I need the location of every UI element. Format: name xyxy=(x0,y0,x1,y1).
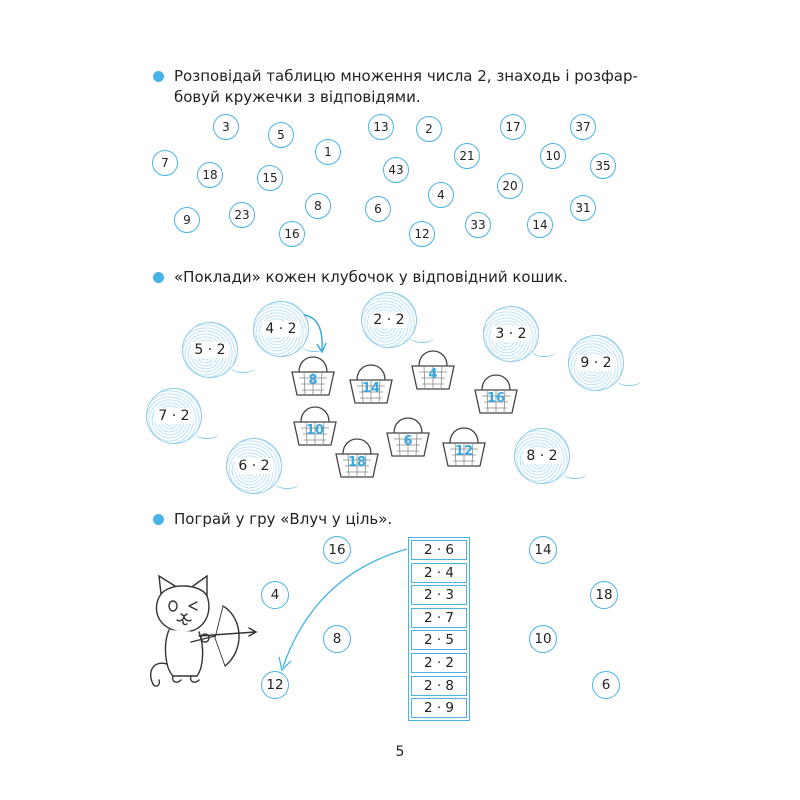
expression-cell[interactable]: 2 · 5 xyxy=(411,630,467,650)
answer-circle[interactable]: 1 xyxy=(315,139,341,165)
yarn-label: 4 · 2 xyxy=(262,321,299,337)
answer-circle[interactable]: 21 xyxy=(454,143,480,169)
task1-text-line2: бовуй кружечки з відповідями. xyxy=(174,88,421,106)
target-circle[interactable]: 12 xyxy=(261,671,289,699)
answer-circle[interactable]: 13 xyxy=(368,114,394,140)
task1-bullet xyxy=(153,71,164,82)
expression-cell[interactable]: 2 · 6 xyxy=(411,540,467,560)
answer-circle[interactable]: 4 xyxy=(428,182,454,208)
yarn-tail-icon xyxy=(617,375,641,386)
page-number: 5 xyxy=(395,744,405,760)
target-circle[interactable]: 18 xyxy=(590,581,618,609)
answer-circle[interactable]: 9 xyxy=(174,207,200,233)
yarn-ball[interactable] xyxy=(146,388,202,444)
answer-circle[interactable]: 10 xyxy=(540,143,566,169)
expression-cell[interactable]: 2 · 9 xyxy=(411,698,467,718)
answer-circle[interactable]: 6 xyxy=(365,196,391,222)
basket[interactable] xyxy=(472,368,520,418)
answer-circle[interactable]: 20 xyxy=(497,173,523,199)
answer-circle[interactable]: 3 xyxy=(213,114,239,140)
target-circle[interactable]: 16 xyxy=(323,536,351,564)
yarn-label: 3 · 2 xyxy=(492,326,529,342)
basket-value: 16 xyxy=(486,391,506,406)
answer-circle[interactable]: 31 xyxy=(570,195,596,221)
basket[interactable] xyxy=(347,358,395,408)
basket-value: 10 xyxy=(305,423,325,438)
yarn-ball[interactable] xyxy=(226,438,282,494)
yarn-tail-icon xyxy=(532,346,556,357)
answer-circle[interactable]: 23 xyxy=(229,202,255,228)
expression-cell[interactable]: 2 · 3 xyxy=(411,585,467,605)
target-circle[interactable]: 6 xyxy=(592,671,620,699)
target-circle[interactable]: 8 xyxy=(323,625,351,653)
answer-circle[interactable]: 37 xyxy=(570,114,596,140)
task3-bullet xyxy=(153,514,164,525)
answer-circle[interactable]: 8 xyxy=(305,193,331,219)
answer-circle[interactable]: 16 xyxy=(279,221,305,247)
yarn-tail-icon xyxy=(231,362,255,373)
basket-value: 14 xyxy=(361,381,381,396)
yarn-ball[interactable] xyxy=(361,292,417,348)
answer-circle[interactable]: 15 xyxy=(257,165,283,191)
task3-text: Пограй у гру «Влуч у ціль». xyxy=(174,510,393,528)
basket-value: 8 xyxy=(308,373,318,388)
yarn-label: 6 · 2 xyxy=(235,458,272,474)
expression-table xyxy=(408,537,470,721)
task2-text: «Поклади» кожен клубочок у відповідний кошик. xyxy=(174,268,568,286)
basket[interactable] xyxy=(440,421,488,471)
yarn-label: 5 · 2 xyxy=(191,342,228,358)
expression-cell[interactable]: 2 · 4 xyxy=(411,563,467,583)
answer-circle[interactable]: 33 xyxy=(465,212,491,238)
yarn-ball[interactable] xyxy=(182,322,238,378)
yarn-tail-icon xyxy=(410,332,434,343)
yarn-tail-icon xyxy=(563,468,587,479)
yarn-ball[interactable] xyxy=(483,306,539,362)
basket[interactable] xyxy=(289,350,337,400)
cat-archer-illustration xyxy=(143,572,263,692)
answer-circle[interactable]: 17 xyxy=(500,114,526,140)
answer-circle[interactable]: 35 xyxy=(590,153,616,179)
basket-value: 12 xyxy=(454,444,474,459)
expression-cell[interactable]: 2 · 2 xyxy=(411,653,467,673)
basket[interactable] xyxy=(333,432,381,482)
yarn-label: 7 · 2 xyxy=(155,408,192,424)
yarn-ball[interactable] xyxy=(568,335,624,391)
yarn-label: 8 · 2 xyxy=(523,448,560,464)
basket[interactable] xyxy=(291,400,339,450)
yarn-tail-icon xyxy=(195,428,219,439)
basket-value: 4 xyxy=(428,367,438,382)
basket-value: 18 xyxy=(347,455,367,470)
answer-circle[interactable]: 12 xyxy=(409,221,435,247)
yarn-ball[interactable] xyxy=(514,428,570,484)
target-circle[interactable]: 10 xyxy=(529,625,557,653)
answer-circle[interactable]: 7 xyxy=(152,150,178,176)
expression-cell[interactable]: 2 · 8 xyxy=(411,676,467,696)
shot-arrow-icon xyxy=(275,545,415,675)
yarn-label: 9 · 2 xyxy=(577,355,614,371)
answer-circle[interactable]: 43 xyxy=(383,157,409,183)
basket[interactable] xyxy=(384,411,432,461)
answer-circle[interactable]: 18 xyxy=(197,162,223,188)
task2-bullet xyxy=(153,272,164,283)
target-circle[interactable]: 4 xyxy=(261,581,289,609)
yarn-tail-icon xyxy=(275,478,299,489)
task1-text-line1: Розповідай таблицю множення числа 2, знаходь і розфар- xyxy=(174,67,638,85)
basket-value: 6 xyxy=(403,434,413,449)
expression-cell[interactable]: 2 · 7 xyxy=(411,608,467,628)
answer-circle[interactable]: 14 xyxy=(527,212,553,238)
basket[interactable] xyxy=(409,344,457,394)
answer-circle[interactable]: 2 xyxy=(416,116,442,142)
target-circle[interactable]: 14 xyxy=(529,536,557,564)
yarn-label: 2 · 2 xyxy=(370,312,407,328)
answer-circle[interactable]: 5 xyxy=(268,122,294,148)
